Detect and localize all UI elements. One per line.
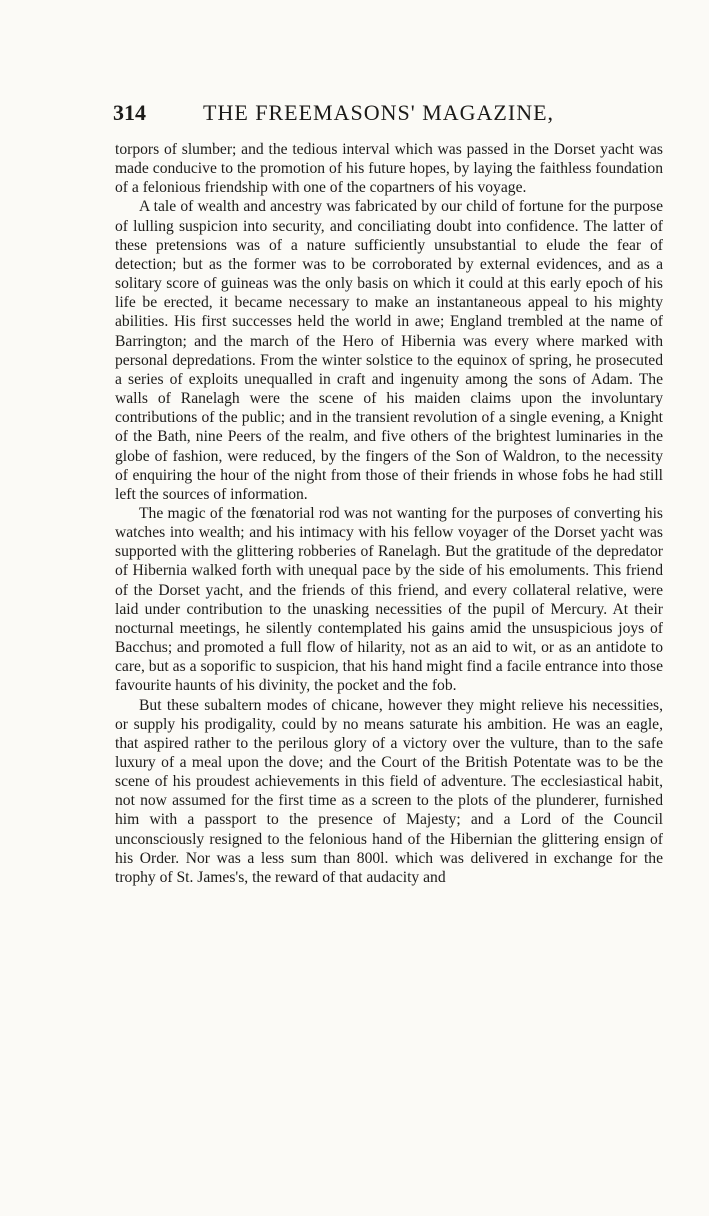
paragraph-3: The magic of the fœnatorial rod was not wanting for the purposes of converting his watches into wealth; and his intimacy with his fellow voyager of the Dorset yacht was supported with the glittering robberies of Ranelagh. But the gratitude of the depredator of Hibernia walked forth with unequal pace by the side of his emoluments. This friend of the Dorset yacht, and the friends of this friend, and every collateral relative, were laid under contribution to the unasking necessities of the pupil of Mercury. At their nocturnal meetings, he silently contemplated his gains amid the unsuspicious joys of Bacchus; and promoted a full flow of hilarity, not as an aid to wit, or as an antidote to care, but as a soporific to suspicion, that his hand might find a facile entrance into those favourite haunts of his divinity, the pocket and the fob.: [115, 504, 663, 695]
page-header: [113, 96, 661, 128]
page-number: 314: [113, 100, 146, 125]
paragraph-2: A tale of wealth and ancestry was fabricated by our child of fortune for the purpose of lulling suspicion into security, and conciliating doubt into confidence. The latter of these pretensions was of a nature sufficiently unsubstantial to elude the fear of detection; but as the former was to be corroborated by external evidences, and as a solitary score of guineas was the only basis on which it could at this early epoch of his life be erected, it became necessary to make an instantaneous appeal to his mighty abilities. His first successes held the world in awe; England trembled at the name of Barrington; and the march of the Hero of Hibernia was every where marked with personal depredations. From the winter solstice to the equinox of spring, he prosecuted a series of exploits unequalled in craft and ingenuity among the sons of Adam. The walls of Ranelagh were the scene of his maiden claims upon the involuntary contributions of the public; and in the transient revolution of a single evening, a Knight of the Bath, nine Peers of the realm, and five others of the brightest luminaries in the globe of fashion, were reduced, by the fingers of the Son of Waldron, to the necessity of enquiring the hour of the night from those of their friends in whose fobs he had still left the sources of information.: [115, 198, 663, 503]
paragraph-4: But these subaltern modes of chicane, however they might relieve his necessities, or supply his prodigality, could by no means saturate his ambition. He was an eagle, that aspired rather to the perilous glory of a victory over the vulture, than to the safe luxury of a meal upon the dove; and the Court of the British Potentate was to be the scene of his proudest achievements in this field of adventure. The ecclesiastical habit, not now assumed for the first time as a screen to the plots of the plunderer, furnished him with a passport to the presence of Majesty; and a Lord of the Council unconsciously resigned to the felonious hand of the Hibernian the glittering ensign of his Order. Nor was a less sum than 800l. which was delivered in exchange for the trophy of St. James's, the reward of that audacity and: [115, 696, 663, 886]
body-text: [115, 140, 663, 887]
paragraph-1: torpors of slumber; and the tedious interval which was passed in the Dorset yacht was made conducive to the promotion of his future hopes, by laying the faithless foundation of a felonious friendship with one of the copartners of his voyage.: [115, 141, 663, 197]
running-title: THE FREEMASONS' MAGAZINE,: [203, 100, 555, 125]
